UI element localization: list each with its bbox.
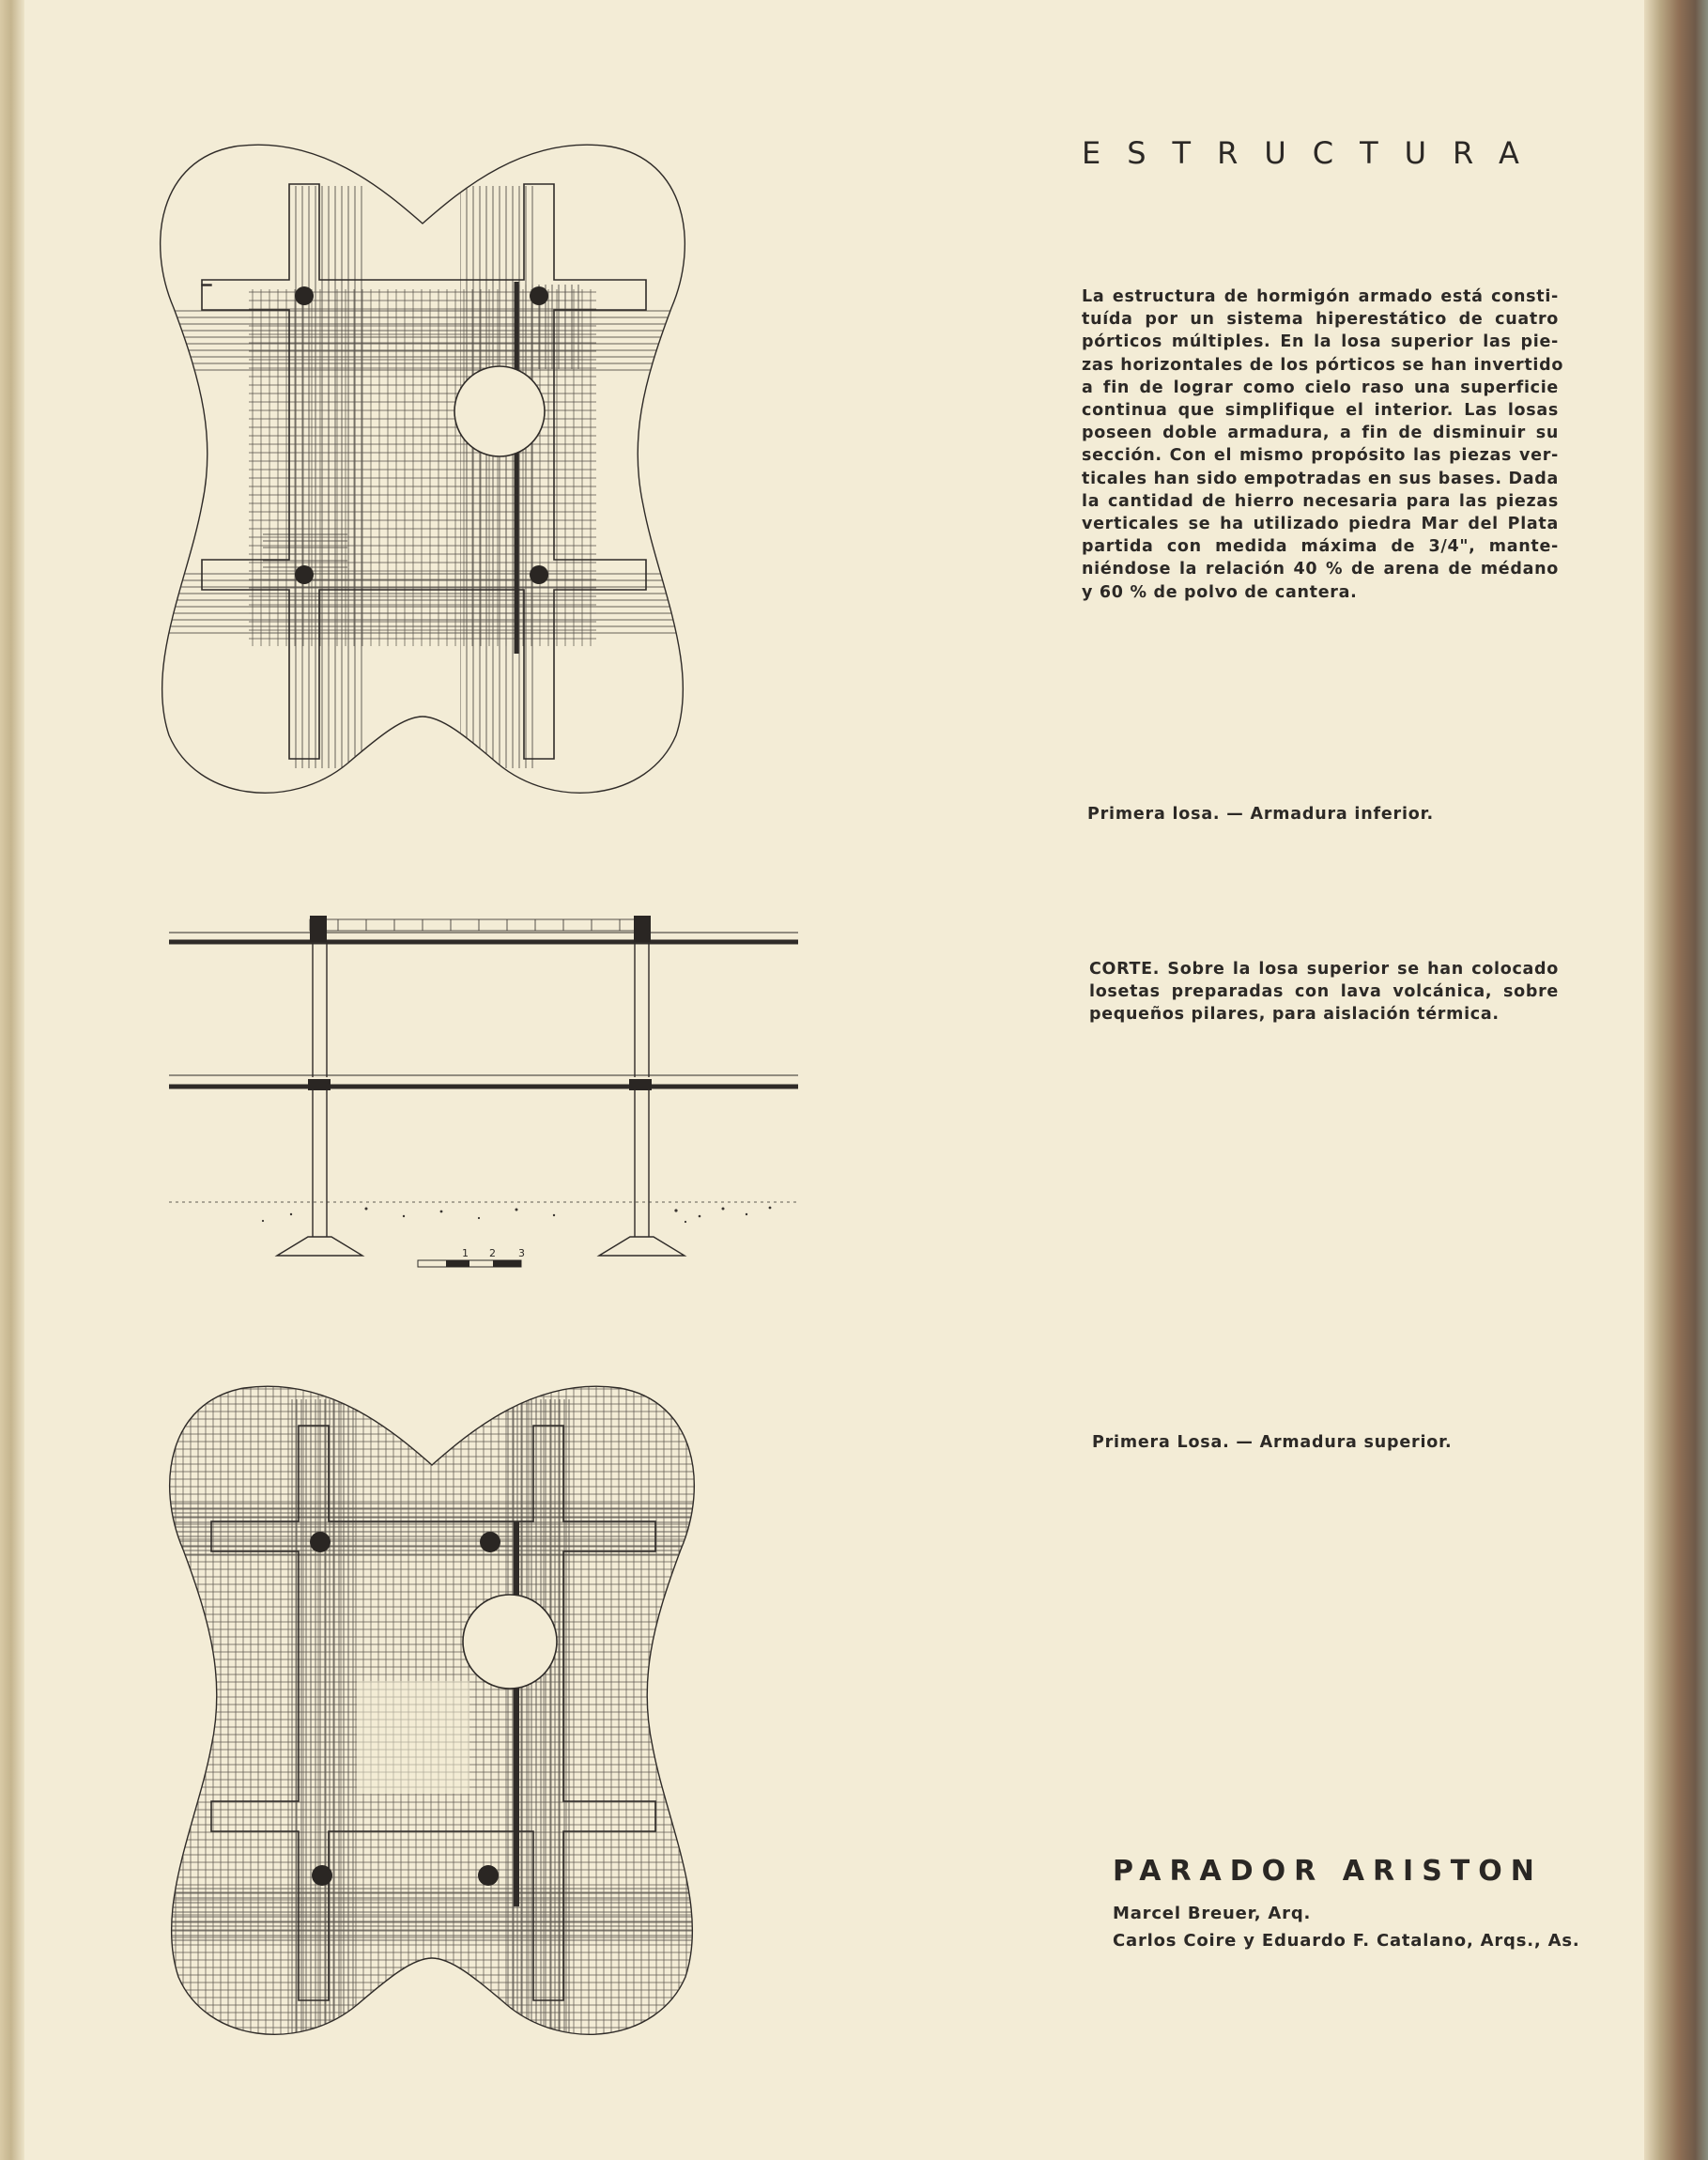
scale-label-1: 1: [462, 1247, 469, 1259]
section-note-line: losetas preparadas con lava volcánica, sobre: [1089, 982, 1559, 1001]
description-line: partida con medida máxima de 3/4", mante-: [1082, 537, 1559, 557]
plan-lower-reinforcement-drawing: [150, 139, 695, 806]
description-line: y 60 % de polvo de cantera.: [1082, 582, 1358, 602]
project-title: PARADOR ARISTON: [1113, 1855, 1543, 1888]
section-heading: ESTRUCTURA: [1082, 135, 1546, 171]
associates-credit: Carlos Coire y Eduardo F. Catalano, Arqs., As.: [1113, 1931, 1580, 1951]
caption-lower-reinforcement: Primera losa. — Armadura inferior.: [1087, 805, 1434, 824]
section-note-line: CORTE. Sobre la losa superior se han colocado: [1089, 960, 1559, 979]
section-note: [1089, 958, 1559, 1026]
description-line: tuída por un sistema hiperestático de cuatro: [1082, 310, 1559, 330]
description-line: pórticos múltiples. En la losa superior las pie-: [1082, 332, 1559, 352]
page-stack-edge: [1644, 0, 1708, 2160]
description-line: sección. Con el mismo propósito las piezas ver-: [1082, 446, 1559, 466]
description-line: ticales han sido empotradas en sus bases. Dada: [1082, 469, 1559, 488]
description-line: a fin de lograr como cielo raso una superficie: [1082, 378, 1559, 397]
scale-label-2: 2: [489, 1247, 496, 1259]
description-line: La estructura de hormigón armado está consti-: [1082, 287, 1559, 306]
description-line: la cantidad de hierro necesaria para las piezas: [1082, 491, 1559, 511]
scale-bar: [462, 1247, 525, 1259]
description-line: verticales se ha utilizado piedra Mar del Plata: [1082, 515, 1559, 534]
section-corte-drawing: [160, 906, 808, 1282]
description-line: niéndose la relación 40 % de arena de médano: [1082, 560, 1559, 579]
description-line: continua que simplifique el interior. Las losas: [1082, 401, 1559, 421]
scale-label-3: 3: [518, 1247, 525, 1259]
structure-description: [1082, 285, 1564, 604]
caption-upper-reinforcement: Primera Losa. — Armadura superior.: [1092, 1433, 1453, 1452]
page-binding-edge: [0, 0, 24, 2160]
description-line: poseen doble armadura, a fin de disminuir su: [1082, 424, 1559, 443]
section-note-line: pequeños pilares, para aislación térmica.: [1089, 1005, 1500, 1024]
plan-upper-reinforcement-drawing: [160, 1381, 704, 2047]
description-line: zas horizontales de los pórticos se han invertido: [1082, 355, 1564, 375]
architect-credit: Marcel Breuer, Arq.: [1113, 1904, 1312, 1923]
